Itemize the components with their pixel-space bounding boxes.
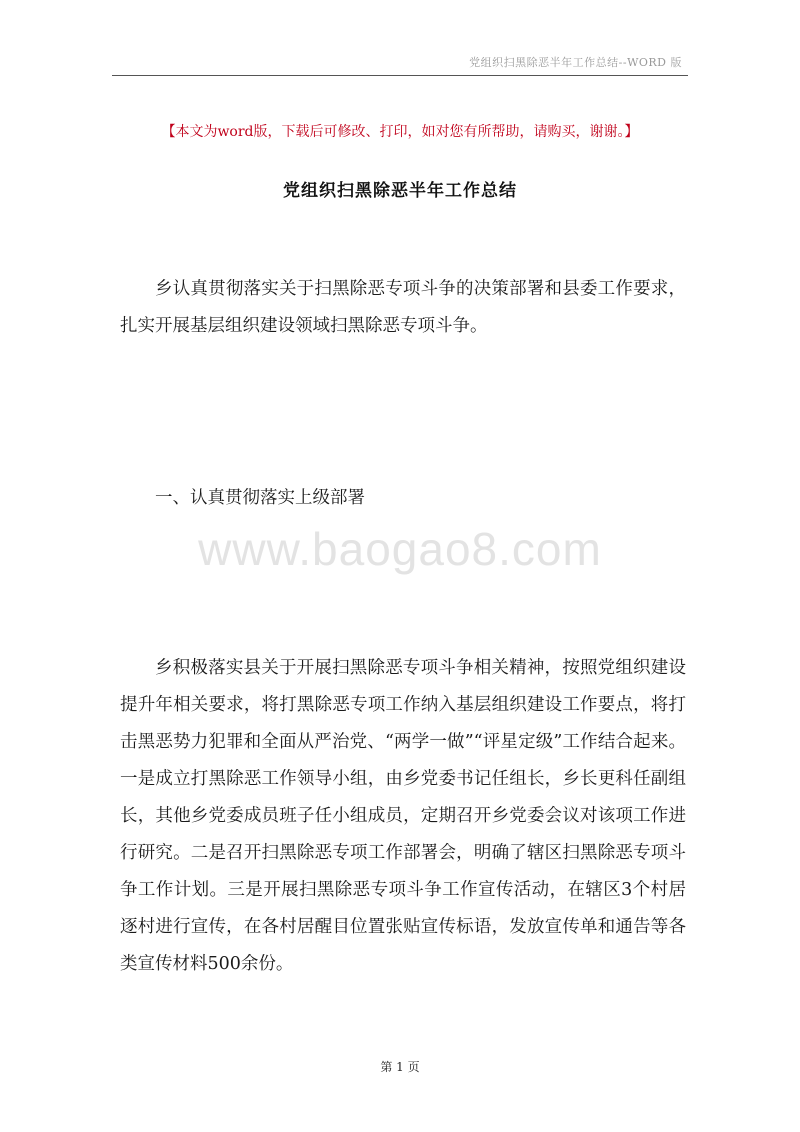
watermark: www.baogao8.com bbox=[198, 523, 602, 575]
document-title: 党组织扫黑除恶半年工作总结 bbox=[283, 181, 517, 201]
page-number: 第 1 页 bbox=[380, 1060, 420, 1074]
body-paragraph: 乡积极落实县关于开展扫黑除恶专项斗争相关精神，按照党组织建设提升年相关要求，将打黑除恶专项工作纳入基层组织建设工作要点，将打击黑恶势力犯罪和全面从严治党、“两学一做”“评星定级”工作结合起来。一是成立打黑除恶工作领导小组，由乡党委书记任组长，乡长更科任副组长，其他乡党委成员班子任小组成员，定期召开乡党委会议对该项工作进行研究。二是召开扫黑除恶专项工作部署会，明确了辖区扫黑除恶专项斗争工作计划。三是开展扫黑除恶专项斗争工作宣传活动，在辖区3个村居逐村进行宣传，在各村居醒目位置张贴宣传标语，发放宣传单和通告等各类宣传材料500余份。 bbox=[120, 658, 686, 974]
intro-paragraph: 乡认真贯彻落实关于扫黑除恶专项斗争的决策部署和县委工作要求，扎实开展基层组织建设领域扫黑除恶专项斗争。 bbox=[120, 279, 686, 336]
running-header: 党组织扫黑除恶半年工作总结--WORD 版 bbox=[469, 56, 682, 69]
header-divider bbox=[112, 75, 688, 76]
section-heading: 一、认真贯彻落实上级部署 bbox=[155, 488, 365, 508]
purchase-notice: 【本文为word版，下载后可修改、打印，如对您有所帮助，请购买，谢谢。】 bbox=[161, 124, 639, 140]
